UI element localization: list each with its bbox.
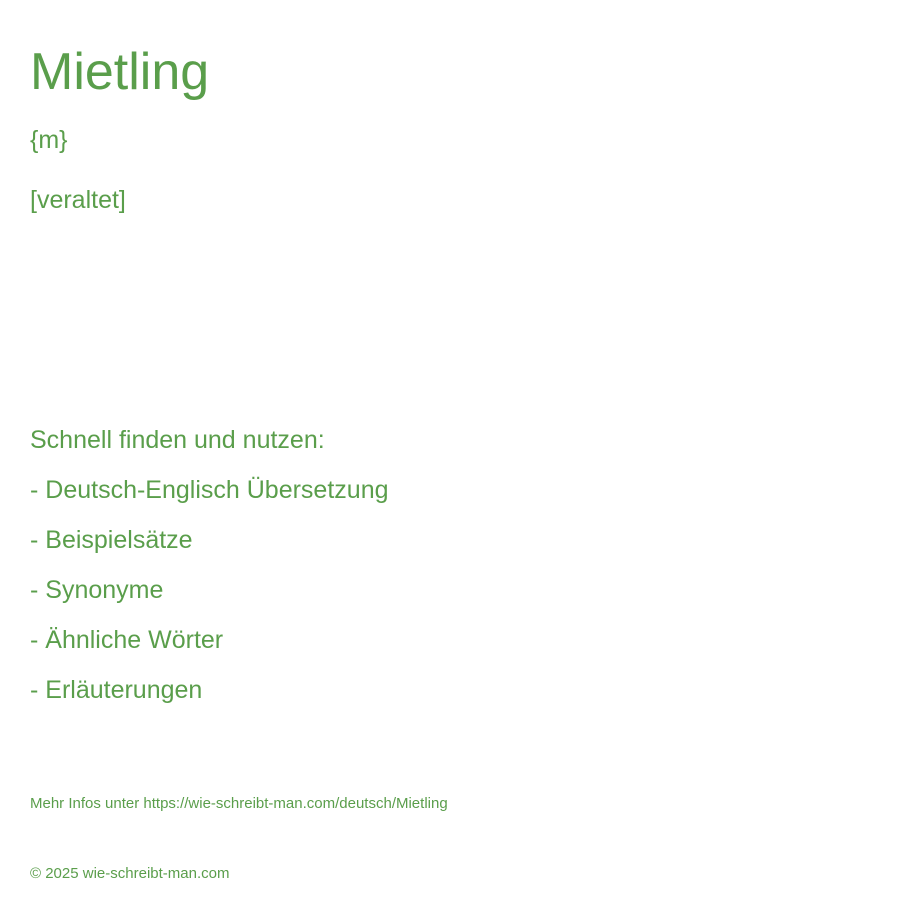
feature-item-synonyms: - Synonyme bbox=[30, 576, 164, 604]
feature-item-translation: - Deutsch-Englisch Übersetzung bbox=[30, 476, 389, 504]
gender-marker: {m} bbox=[30, 126, 68, 154]
features-heading: Schnell finden und nutzen: bbox=[30, 426, 325, 454]
feature-item-explanations: - Erläuterungen bbox=[30, 676, 203, 704]
usage-note: [veraltet] bbox=[30, 186, 126, 214]
feature-item-example-sentences: - Beispielsätze bbox=[30, 526, 193, 554]
features-list bbox=[30, 475, 389, 725]
copyright-notice: © 2025 wie-schreibt-man.com bbox=[30, 865, 230, 882]
feature-item-similar-words: - Ähnliche Wörter bbox=[30, 626, 224, 654]
page-title: Mietling bbox=[30, 43, 210, 101]
more-info-text: Mehr Infos unter https://wie-schreibt-man.com/deutsch/Mietling bbox=[30, 795, 448, 812]
